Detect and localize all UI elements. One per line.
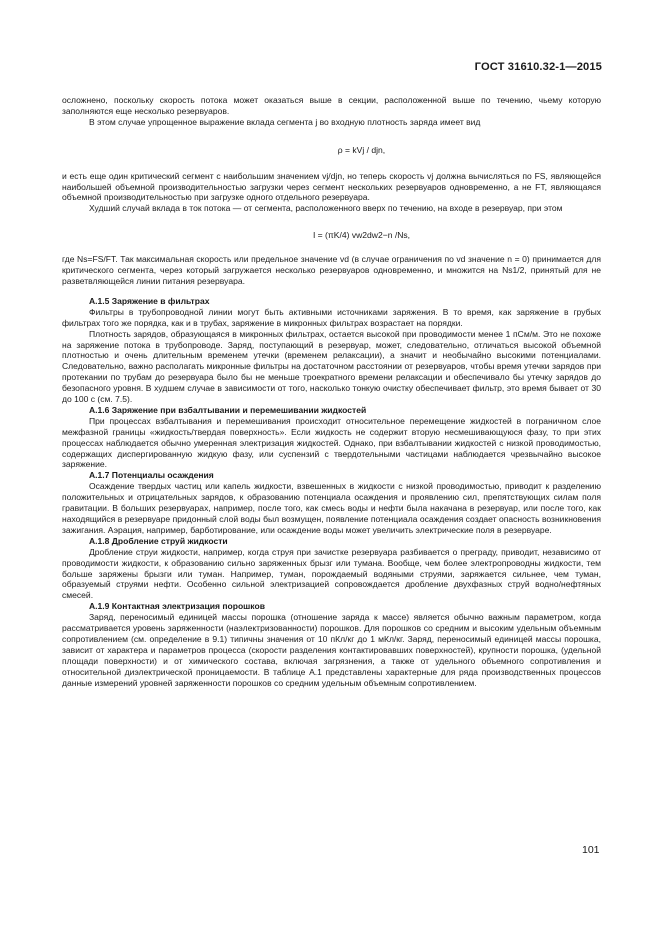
paragraph-where-ns: где Ns=FS/FT. Так максимальная скорость или предельное значение vd (в случае ограничения по vd значение n = 0) принимается для критического сегмента, через который загружается несколько резервуаров одновременно, и множится на Ns1/2, принятый для не разветвляющейся линии питания резервуара. bbox=[62, 254, 601, 286]
page-number: 101 bbox=[582, 844, 600, 856]
section-heading-a17: A.1.7 Потенциалы осаждения bbox=[89, 470, 214, 481]
paragraph-filters-2: Плотность зарядов, образующаяся в микронных фильтрах, остается высокой при проводимости менее 1 пСм/м. Это не похоже на заряжение потока в трубопроводе. Заряд, поступающий в резервуар, может, следовательно, отличаться высокой объемной плотностью и очень длительным временем утечки (временем релаксации), а значит и необычайно высокими потенциалами. Следовательно, важно располагать микронные фильтры на достаточном расстоянии от резервуаров, чтобы время утечки зарядов при протекании по трубам до резервуара было бы не меньше троекратного времени релаксации и обеспечивало бы утечку зарядов до безопасного уровня. В худшем случае в зависимости от того, насколько тонкую очистку обеспечивает фильтр, это время бывает от 30 до 100 с (см. 7.5). bbox=[62, 328, 601, 405]
paragraph-jet-breakup: Дробление струи жидкости, например, когда струя при зачистке резервуара разбивается о преграду, приводит, независимо от проводимости жидкости, к образованию сильно заряженных брызг или тумана. Вообще, чем более электропроводны жидкости, тем больше заряжены брызги или туман. Например, туман, порождаемый водяными струями, заряжается сильнее, чем туман, образуемый струями нефти. Особенно сильной электризацией сопровождается дробление двухфазных струй водно/нефтяных смесей. bbox=[62, 546, 601, 601]
section-heading-a18: A.1.8 Дробление струй жидкости bbox=[89, 535, 228, 546]
paragraph-intro-formula-1: В этом случае упрощенное выражение вклада сегмента j во входную плотность заряда имеет вид bbox=[89, 116, 481, 127]
paragraph-settling: Осаждение твердых частиц или капель жидкости, взвешенных в жидкости с низкой проводимостью, приводит к разделению положительных и отрицательных зарядов, к образованию потенциала осаждения и проявлению сил, препятствующих силам поля гравитации. В больших резервуарах, например, после того, как смесь воды и нефти была накачана в резервуар, или после того, как находящийся в резервуаре придонный слой воды был возмущен, появление потенциала осаждения создает опасность возникновения зажигания. Аэрация, например, барботирование, или осаждение воды может увеличить электрические поля в резервуаре. bbox=[62, 481, 601, 535]
paragraph-critical-segment: и есть еще один критический сегмент с наибольшим значением vj/djn, но теперь скорость vj должна вычисляться по FS, являющейся наибольшей объемной производительностью загрузки через сегмент нескольких резервуаров одновременно, а не FT, являющаяся объемной производительностью при загрузке одного отдельного резервуара. bbox=[62, 170, 601, 203]
paragraph-continuation: осложнено, поскольку скорость потока может оказаться выше в секции, расположенной выше по течению, чьему которую заполняются еще несколько резервуаров. bbox=[62, 95, 601, 116]
section-heading-a15: A.1.5 Заряжение в фильтрах bbox=[89, 295, 210, 306]
paragraph-agitation: При процессах взбалтывания и перемешивания происходит относительное перемещение жидкостей в пограничном слое межфазной границы «жидкость/твердая поверхность». Если жидкость не содержит вторую несмешивающуюся фазу, то при этих процессах наблюдается обычно умеренная электризация жидкостей. Однако, при взбалтывании жидкостей с низкой проводимостью, содержащих диспергированную жидкую фазу, или суспензий с твердотельными частицами наблюдается чрезвычайно высокое заряжение. bbox=[62, 415, 601, 470]
document-body bbox=[62, 95, 601, 689]
section-heading-a19: A.1.9 Контактная электризация порошков bbox=[89, 601, 265, 612]
paragraph-powders: Заряд, переносимый единицей массы порошка (отношение заряда к массе) является обычно важным параметром, когда рассматривается уровень заряженности (наэлектризованности) порошков. Для порошков со средним и высоким удельным объемным сопротивлением (см. определение в 9.1) типичны значения от 10 пКл/кг до 1 мКл/кг. Заряд, переносимый единицей массы порошка, зависит от характера и параметров процесса (скорости разделения контактировавших поверхностей), крупности порошка, (удельной площади поверхности) и от химического состава, включая загрязнения, а также от удельного объемного сопротивления и относительной диэлектрической проницаемости. В таблице А.1 представлены характерные для ряда производственных процессов данные измерений уровней заряженности порошков со средним удельным объемным сопротивлением. bbox=[62, 612, 601, 688]
formula-stream-current: I = (πK/4) vw2dw2−n /Ns, bbox=[312, 230, 411, 241]
formula-charge-density: ρ = kVj / djn, bbox=[337, 144, 386, 155]
section-heading-a16: A.1.6 Заряжение при взбалтывании и перемешивании жидкостей bbox=[89, 404, 367, 415]
paragraph-filters-1: Фильтры в трубопроводной линии могут быть активными источниками заряжения. В то время, как заряжение в грубых фильтрах того же порядка, как и в трубах, заряжение в микронных фильтрах возрастает на порядки. bbox=[62, 306, 601, 328]
paragraph-worst-case: Худший случай вклада в ток потока — от сегмента, расположенного вверх по течению, на входе в резервуар, при этом bbox=[89, 203, 563, 214]
standard-designation: ГОСТ 31610.32-1—2015 bbox=[474, 61, 602, 73]
